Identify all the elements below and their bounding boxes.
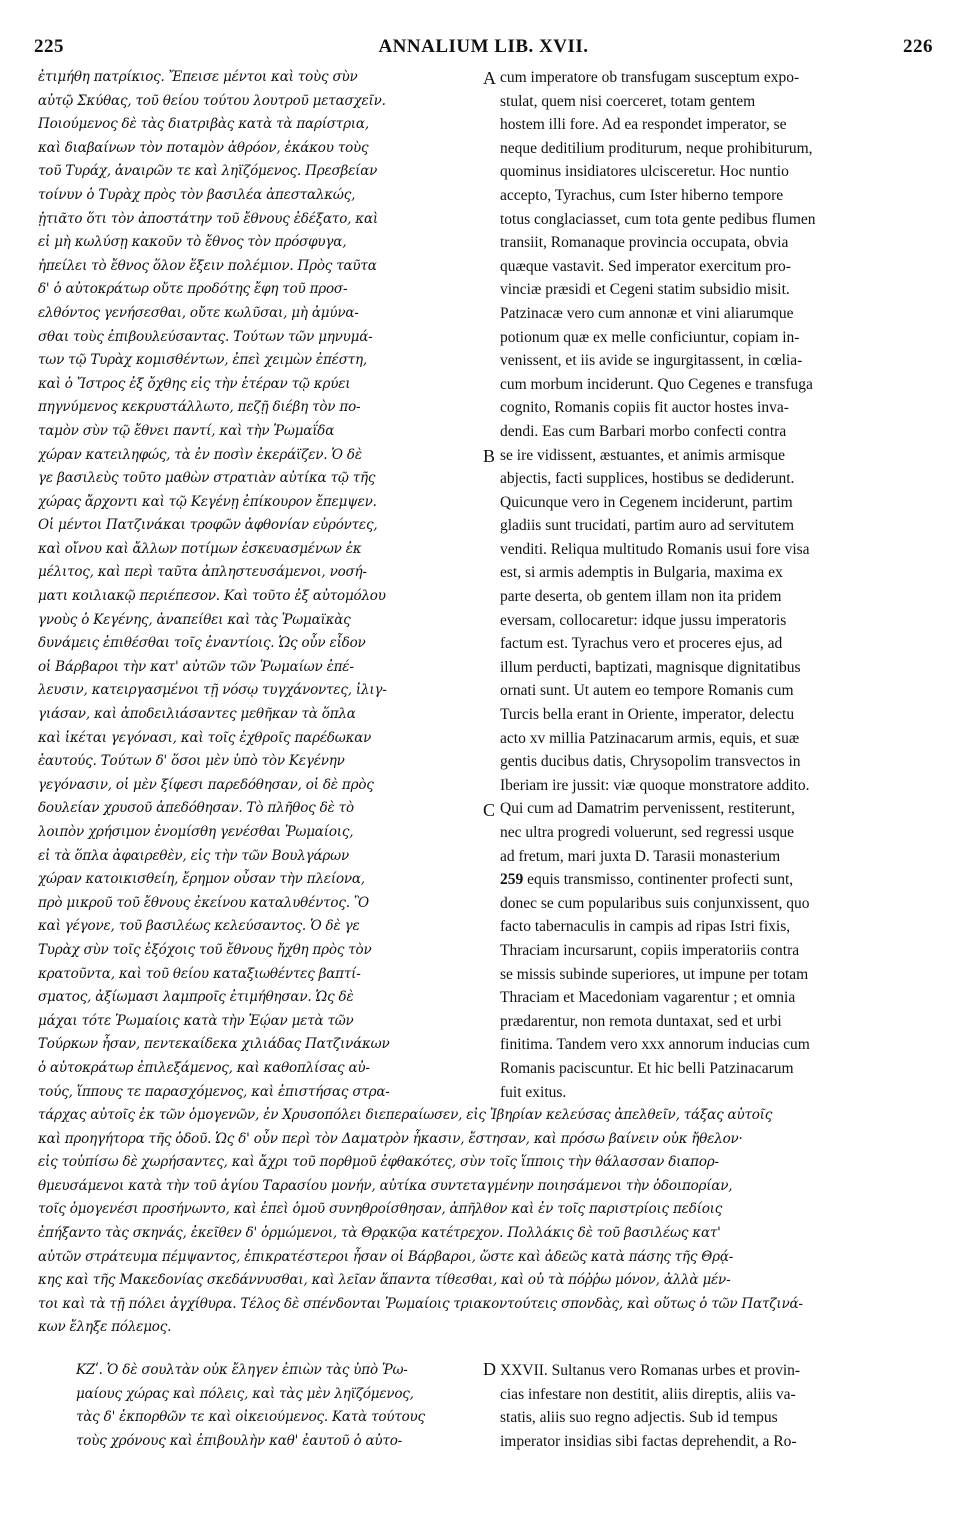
text-line: imperator insidias sibi factas deprehendit, a Ro-: [500, 1432, 797, 1450]
greek-full-width-block: [38, 1104, 933, 1340]
greek-column-chapter: [76, 1359, 476, 1453]
text-line: ΚΖʹ. Ὁ δὲ σουλτὰν οὐκ ἔληγεν ἐπιὼν τὰς ὑπὸ Ῥω-: [76, 1362, 408, 1378]
text-line: vinciæ præsidi et Cegeni statim subsidio misit.: [500, 281, 790, 299]
text-line: ἠπείλει τὸ ἔθνος ὅλον ἕξειν πολέμιον. Πρὸς ταῦτα: [38, 257, 377, 274]
text-line: Thraciam et Macedoniam vagarentur ; et omnia: [500, 989, 796, 1007]
text-line: donec se cum popularibus suis conjunxissent, quo: [500, 894, 810, 912]
text-line: δυνάμεις ἐπιθέσθαι τοῖς ἐναντίοις. Ὡς οὖν εἶδον: [38, 635, 366, 652]
text-line: hostem illi fore. Ad ea respondet imperator, se: [500, 116, 787, 134]
text-line: γνοὺς ὁ Κεγένης, ἀναπείθει καὶ τὰς Ῥωμαϊκὰς: [38, 611, 351, 628]
text-line: Turcis bella erant in Oriente, imperator, delectu: [500, 706, 795, 724]
text-line: Ποιούμενος δὲ τὰς διατριβὰς κατὰ τὰ παρίστρια,: [38, 116, 369, 133]
text-line: neque deditilium proditurum, neque prohibiturum,: [500, 139, 813, 157]
text-line: πρὸ μικροῦ τοῦ ἔθνους ἐκείνου καταλυθέντος. Ὃ: [38, 894, 369, 911]
text-line: τάρχας αὐτοῖς ἐκ τῶν ὁμογενῶν, ἐν Χρυσοπόλει διεπεραίωσεν, εἰς Ἰβηρίαν κελεύσας ἀπελθεῖν, τάξας αὐτοῖς: [38, 1107, 773, 1123]
text-line: Patzinacæ vero cum annonæ et vini aliarumque: [500, 304, 794, 322]
text-line: καὶ διαβαίνων τὸν ποταμὸν ἀθρόον, ἐκάκου τοὺς: [38, 139, 369, 156]
text-line: τὰς δ' ἐκπορθῶν τε καὶ οἰκειούμενος. Κατὰ τούτους: [76, 1409, 425, 1426]
page-number-left: 225: [34, 36, 64, 57]
text-line: οἱ Βάρβαροι τὴν κατ' αὐτῶν τῶν Ῥωμαίων ἐπέ-: [38, 658, 354, 675]
margin-letter-d: D: [483, 1359, 496, 1379]
text-line: quominus insidiatores ulcisceretur. Hoc nuntio: [500, 163, 789, 181]
text-line: τοῖς ὁμογενέσι προσήνωντο, καὶ ἐπεὶ ὁμοῦ συνηθροίσθησαν, ἀπῆλθον καὶ ἐν τοῖς παριστρίοις πεδίοις: [38, 1201, 723, 1218]
margin-letter-b: B: [483, 446, 496, 466]
text-line: μέλιτος, καὶ περὶ ταῦτα ἀπληστευσάμενοι, νοσή-: [38, 564, 367, 581]
text-line: αὐτῷ Σκύθας, τοῦ θείου τούτου λουτροῦ μετασχεῖν.: [38, 92, 386, 109]
text-line: Romanis paciscuntur. Et hic belli Patzinacarum: [500, 1059, 794, 1077]
text-line: prædarentur, non remota duntaxat, sed et urbi: [500, 1012, 782, 1030]
text-line: cias infestare non destitit, aliis direptis, aliis va-: [500, 1385, 796, 1403]
running-header: [34, 36, 933, 66]
text-line: καὶ γέγονε, τοῦ βασιλέως κελεύσαντος. Ὁ δὲ γε: [38, 918, 360, 935]
text-line: illum perducti, baptizati, magnisque dignitatibus: [500, 658, 801, 676]
text-line: ornati sunt. Ut autem eo tempore Romanis cum: [500, 682, 794, 700]
text-line: καὶ ὁ Ἴστρος ἐξ ὄχθης εἰς τὴν ἑτέραν τῷ κρύει: [38, 375, 351, 392]
text-line: cum morbum inciderunt. Quo Cegenes e transfuga: [500, 375, 813, 393]
text-line: se missis subinde superiores, ut impune per totam: [500, 965, 809, 983]
text-line: δ' ὁ αὐτοκράτωρ οὔτε προδότης ἔφη τοῦ προσ-: [38, 281, 348, 298]
page-number-right: 226: [903, 36, 933, 57]
text-line: gladiis sunt trucidati, partim auro ad servitutem: [500, 517, 795, 535]
latin-column-main: [500, 66, 932, 1104]
text-line: eversam, collocaretur: idque jussu imperatoris: [500, 611, 787, 629]
text-line: δουλείαν χρυσοῦ ἀπεδόθησαν. Τὸ πλῆθος δὲ τὸ: [38, 800, 354, 817]
text-line: τοίνυν ὁ Τυρὰχ πρὸς τὸν βασιλέα ἀπεσταλκώς,: [38, 186, 356, 203]
text-line: Quicunque vero in Cegenem inciderunt, partim: [500, 493, 793, 511]
text-line: τοὺς χρόνους καὶ ἐπιβουλὴν καθ' ἑαυτοῦ ὁ αὐτο-: [76, 1432, 402, 1449]
text-line: parte deserta, ob gentem illam non ita pridem: [500, 588, 782, 606]
text-line: totus conglaciasset, cum tota gente pedibus flumen: [500, 210, 816, 228]
margin-letter-a: A: [483, 68, 496, 88]
text-line: τοῦ Τυράχ, ἀναιρῶν τε καὶ ληϊζόμενος. Πρεσβείαν: [38, 163, 378, 180]
text-line: 259 equis transmisso, continenter profecti sunt,: [500, 871, 794, 889]
text-line: τούς, ἵππους τε παρασχόμενος, καὶ ἐπιστήσας στρα-: [38, 1083, 390, 1100]
text-line: γιάσαν, καὶ ἀποδειλιάσαντες μεθῆκαν τὰ ὅπλα: [38, 706, 356, 723]
text-line: χώραν κατειληφώς, τὰ ἐν ποσὶν ἐκεράϊζεν. Ὁ δὲ: [38, 446, 362, 463]
text-line: μάχαι τότε Ῥωμαίοις κατὰ τὴν Ἑῴαν μετὰ τῶν: [38, 1012, 354, 1029]
text-line: quæque vastavit. Sed imperator exercitum pro-: [500, 257, 791, 275]
text-line: stulat, quem nisi coerceret, totam gentem: [500, 92, 756, 110]
text-line: se ire vidissent, æstuantes, et animis armisque: [500, 446, 785, 464]
text-line: λευσιν, κατειργασμένοι τῇ νόσῳ τυγχάνοντες, ἰλιγ-: [38, 682, 387, 699]
text-line: accepto, Tyrachus, cum Ister hiberno tempore: [500, 186, 784, 204]
text-line: abjectis, facti supplices, hostibus se dediderunt.: [500, 470, 795, 488]
text-line: ᾐτιᾶτο ὅτι τὸν ἀποστάτην τοῦ ἔθνους ἐδέξατο, καὶ: [38, 210, 378, 227]
text-line: ἐπήξαντο τὰς σκηνάς, ἐκεῖθεν δ' ὁρμώμενοι, τὰ Θρᾳκῷα κατέτρεχον. Πολλάκις δὲ τοῦ βασιλέως κατ': [38, 1224, 721, 1241]
greek-column-main: [38, 66, 483, 1104]
text-line: σματος, ἀξίωμασι λαμπροῖς ἐτιμήθησαν. Ὡς δὲ: [38, 989, 354, 1006]
text-line: Τυρὰχ σὺν τοῖς ἐξόχοις τοῦ ἔθνους ἤχθη πρὸς τὸν: [38, 941, 372, 958]
text-line: εἰ μὴ κωλύσῃ κακοῦν τὸ ἔθνος τὸν πρόσφυγα,: [38, 234, 347, 251]
text-line: ἑαυτούς. Τούτων δ' ὅσοι μὲν ὑπὸ τὸν Κεγένην: [38, 753, 345, 770]
text-line: Οἱ μέντοι Πατζινάκαι τροφῶν ἀφθονίαν εὑρόντες,: [38, 517, 378, 534]
text-line: Τούρκων ἦσαν, πεντεκαίδεκα χιλιάδας Πατζινάκων: [38, 1036, 390, 1053]
latin-column-chapter: [500, 1359, 932, 1453]
text-line: σθαι τοὺς ἐπιβουλεύσαντας. Τούτων τῶν μηνυμά-: [38, 328, 373, 345]
text-line: venditi. Reliqua multitudo Romanis usui fore visa: [500, 540, 810, 558]
text-line: χώραν κατοικισθείη, ἔρημον οὖσαν τὴν πλείονα,: [38, 871, 365, 888]
text-line: statis, aliis suo regno adjectis. Sub id tempus: [500, 1409, 778, 1427]
text-line: εἰ τὰ ὅπλα ἀφαιρεθὲν, εἰς τὴν τῶν Βουλγάρων: [38, 847, 349, 864]
text-line: facto tabernaculis in campis ad ripas Istri fixis,: [500, 918, 791, 936]
text-line: acto xv millia Patzinacarum armis, equis, et suæ: [500, 729, 800, 747]
text-line: ἐτιμήθη πατρίκιος. Ἔπεισε μέντοι καὶ τοὺς σὺν: [38, 69, 358, 85]
text-line: κης καὶ τῆς Μακεδονίας σκεδάννυσθαι, καὶ λεῖαν ἅπαντα τίθεσθαι, καὶ οὐ τὰ πόῤῥω μόνον, ἀλλὰ μέν-: [38, 1272, 731, 1289]
text-line: χώρας ἄρχοντι καὶ τῷ Κεγένῃ ἐπίκουρον ἔπεμψεν.: [38, 493, 377, 510]
text-line: ταμὸν σὺν τῷ ἔθνει παντί, καὶ τὴν Ῥωμαΐδα: [38, 422, 335, 439]
text-line: καὶ προηγήτορα τῆς ὁδοῦ. Ὡς δ' οὖν περὶ τὸν Δαματρὸν ἧκασιν, ἔστησαν, καὶ πρόσω βαίνειν οὐκ ἤθελον·: [38, 1130, 743, 1147]
margin-letter-c: C: [483, 800, 496, 820]
text-line: αὐτῶν στράτευμα πέμψαντος, ἐπικρατέστεροι ἦσαν οἱ Βάρβαροι, ὥστε καὶ ἀδεῶς κατὰ πάσης τῆς Θρᾴ-: [38, 1248, 734, 1265]
text-line: potionum quæ ex melle conficiuntur, copiam in-: [500, 328, 800, 346]
text-line: ὁ αὐτοκράτωρ ἐπιλεξάμενος, καὶ καθοπλίσας αὐ-: [38, 1059, 370, 1076]
text-line: transiit, Romanaque provincia occupata, obvia: [500, 234, 789, 252]
text-line: κρατοῦντα, καὶ τοῦ θείου καταξιωθέντες βαπτί-: [38, 965, 361, 982]
text-line: τοι καὶ τὰ τῇ πόλει ἀγχίθυρα. Τέλος δὲ σπένδονται Ῥωμαίοις τριακοντούτεις σπονδὰς, καὶ οὕτως ὁ τῶν Πατζινά-: [38, 1295, 803, 1312]
text-line: κων ἔληξε πόλεμος.: [38, 1319, 172, 1336]
text-line: est, si armis ademptis in Bulgaria, maxima ex: [500, 564, 783, 582]
text-line: Iberiam ire jussit: viæ quoque monstratore addito.: [500, 776, 810, 794]
text-line: θμευσάμενοι κατὰ τὴν τοῦ ἁγίου Ταρασίου μονήν, αὐτίκα συντεταγμένην ποιησάμενοι τὴν ὁδοιπορίαν,: [38, 1177, 733, 1194]
text-line: dendi. Eas cum Barbari morbo confecti contra: [500, 422, 787, 440]
text-line: λοιπὸν χρήσιμον ἐνομίσθη γενέσθαι Ῥωμαίοις,: [38, 824, 354, 840]
text-line: ματι κοιλιακῷ περιέπεσον. Καὶ τοῦτο ἐξ αὐτομόλου: [38, 588, 386, 605]
text-line: gentis ducibus datis, Chrysopolim transvectos in: [500, 753, 801, 771]
text-line: cognito, Romanis copiis fit auctor hostes inva-: [500, 399, 789, 417]
text-line: nec ultra progredi voluerunt, sed regressi usque: [500, 824, 794, 841]
running-title: ANNALIUM LIB. XVII.: [378, 36, 589, 57]
text-line: venissent, et iis avide se ingurgitassent, in cœlia-: [500, 352, 803, 370]
text-line: fuit exitus.: [500, 1083, 567, 1101]
text-line: ad fretum, mari juxta D. Tarasii monasterium: [500, 847, 781, 865]
text-line: cum imperatore ob transfugam susceptum expo-: [500, 69, 800, 86]
text-line: ελθόντος γενήσεσθαι, οὔτε κωλῦσαι, μὴ ἀμύνα-: [38, 304, 359, 321]
inline-page-number: 259: [500, 871, 524, 889]
text-line: finitima. Tandem vero xxx annorum inducias cum: [500, 1036, 810, 1054]
text-line: καὶ οἴνου καὶ ἄλλων ποτίμων ἐσκευασμένων ἐκ: [38, 540, 362, 557]
text-line: εἰς τοὐπίσω δὲ χωρήσαντες, καὶ ἄχρι τοῦ πορθμοῦ ἐφθακότες, σὺν τοῖς ἵπποις τὴν θάλασσαν διαπορ-: [38, 1154, 719, 1171]
text-line: των τῷ Τυρὰχ κομισθέντων, ἐπεὶ χειμὼν ἐπέστη,: [38, 352, 367, 369]
text-line: γεγόνασιν, οἱ μὲν ξίφεσι παρεδόθησαν, οἱ δὲ πρὸς: [38, 776, 374, 793]
text-line: πηγνύμενος κεκρυστάλλωτο, πεζῇ διέβη τὸν πο-: [38, 399, 361, 416]
text-line: Thraciam incursarunt, copiis imperatoriis contra: [500, 941, 800, 959]
text-line: factum est. Tyrachus vero et proceres ejus, ad: [500, 635, 783, 653]
text-line: καὶ ἱκέται γεγόνασι, καὶ τοῖς ἐχθροῖς παρέδωκαν: [38, 729, 372, 746]
text-line: μαίους χώρας καὶ πόλεις, καὶ τὰς μὲν ληϊζόμενος,: [76, 1385, 414, 1402]
text-line: γε βασιλεὺς τοῦτο μαθὼν στρατιὰν αὐτίκα τῷ τῆς: [38, 470, 376, 487]
text-line: XXVII. Sultanus vero Romanas urbes et provin-: [500, 1362, 801, 1379]
text-line: Qui cum ad Damatrim pervenissent, restiterunt,: [500, 800, 795, 818]
